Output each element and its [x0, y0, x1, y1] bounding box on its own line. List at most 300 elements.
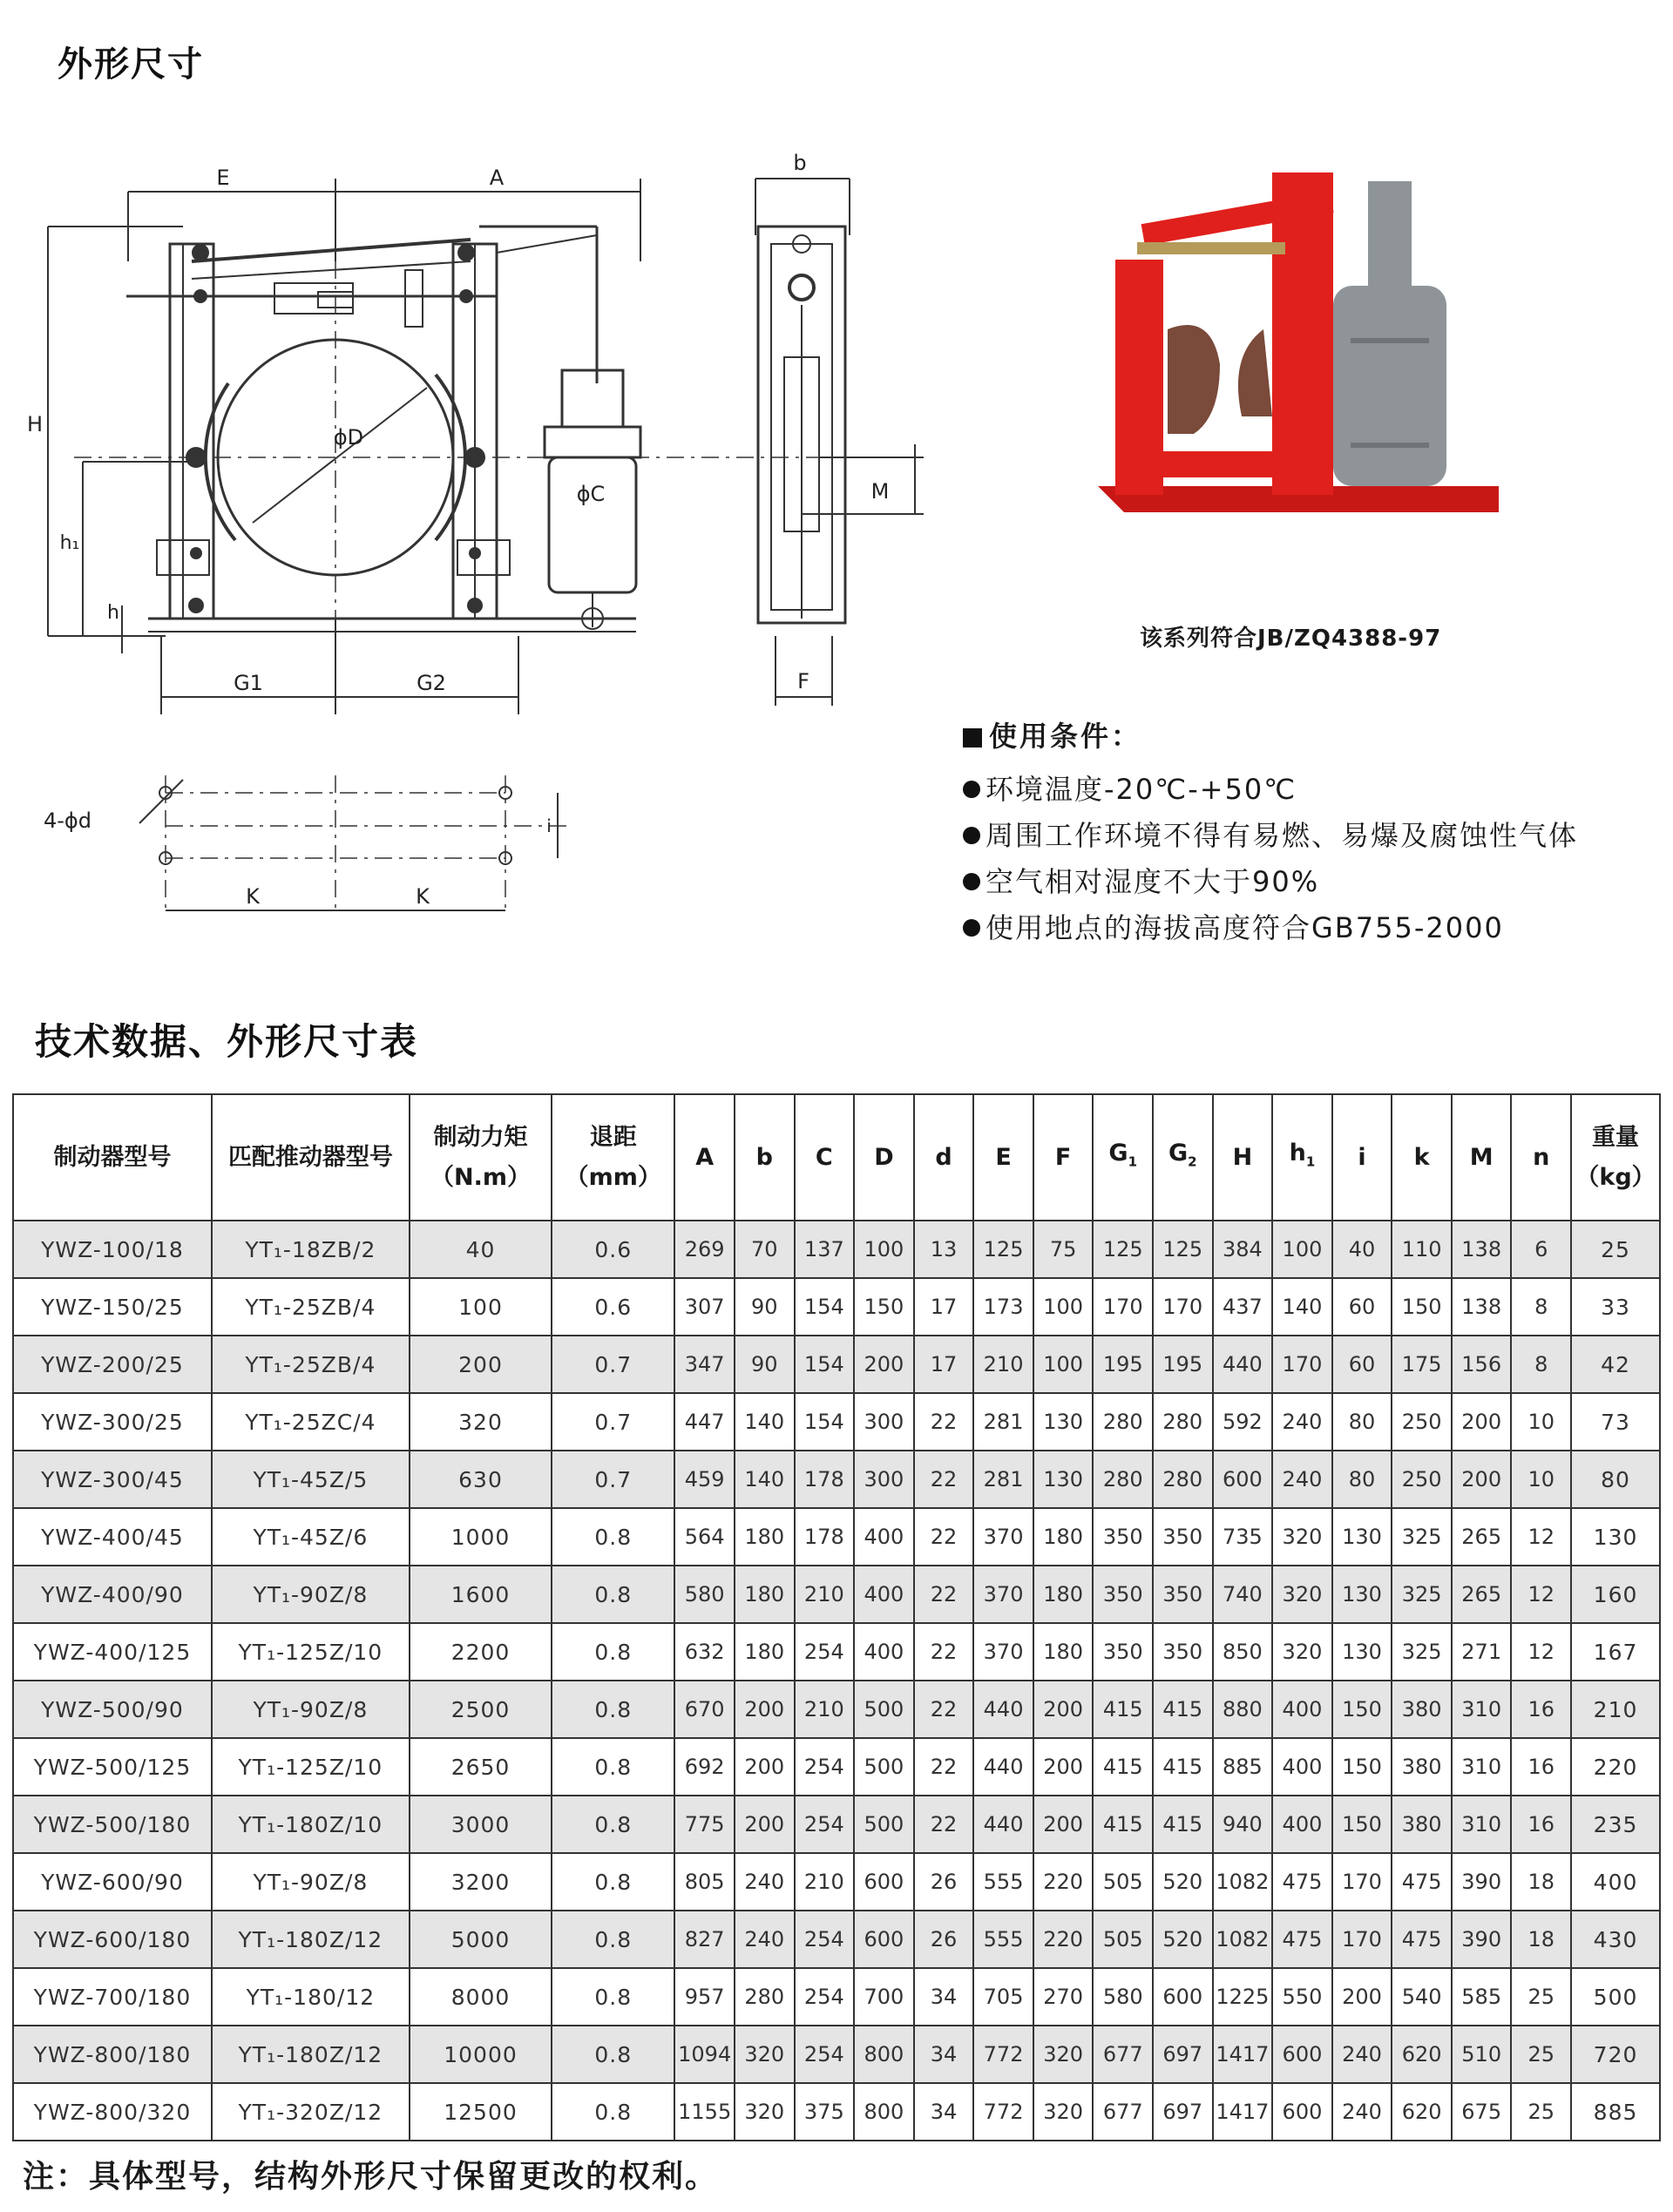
- table-cell: 630: [410, 1451, 552, 1508]
- table-cell: 415: [1093, 1738, 1153, 1796]
- table-cell: 40: [410, 1221, 552, 1278]
- table-cell: 75: [1033, 1221, 1094, 1278]
- column-header: H: [1213, 1094, 1273, 1221]
- table-cell: 178: [795, 1451, 855, 1508]
- table-cell: 12500: [410, 2083, 552, 2141]
- table-cell: 265: [1452, 1566, 1512, 1623]
- table-cell: YWZ-500/125: [13, 1738, 212, 1796]
- table-cell: 415: [1153, 1738, 1213, 1796]
- table-cell: 100: [854, 1221, 914, 1278]
- table-cell: 0.8: [552, 1968, 674, 2026]
- table-row: [13, 1393, 1660, 1451]
- label-G1: G1: [234, 671, 263, 695]
- table-cell: 160: [1571, 1566, 1660, 1623]
- table-cell: 34: [914, 1968, 974, 2026]
- table-cell: 500: [854, 1796, 914, 1853]
- column-header: A: [674, 1094, 735, 1221]
- label-K-left: K: [246, 884, 260, 909]
- table-cell: 447: [674, 1393, 735, 1451]
- table-cell: 33: [1571, 1278, 1660, 1336]
- table-cell: 620: [1392, 2026, 1452, 2083]
- table-cell: 880: [1213, 1681, 1273, 1738]
- table-cell: 0.8: [552, 1681, 674, 1738]
- table-cell: 600: [1272, 2026, 1332, 2083]
- table-cell: 310: [1452, 1738, 1512, 1796]
- table-cell: 90: [735, 1278, 795, 1336]
- table-cell: 210: [1571, 1681, 1660, 1738]
- table-cell: 16: [1511, 1796, 1571, 1853]
- table-header-row: [13, 1094, 1660, 1221]
- table-cell: 167: [1571, 1623, 1660, 1681]
- table-cell: 772: [973, 2026, 1033, 2083]
- label-H: H: [26, 412, 44, 436]
- table-cell: 415: [1093, 1796, 1153, 1853]
- section-title-technical-data: 技术数据、外形尺寸表: [35, 1020, 419, 1063]
- column-header: C: [795, 1094, 855, 1221]
- table-cell: 720: [1571, 2026, 1660, 2083]
- table-cell: 90: [735, 1336, 795, 1393]
- table-cell: 1600: [410, 1566, 552, 1623]
- table-cell: 17: [914, 1336, 974, 1393]
- table-cell: YWZ-800/320: [13, 2083, 212, 2141]
- table-cell: 805: [674, 1853, 735, 1911]
- table-cell: 400: [1272, 1681, 1332, 1738]
- table-cell: 22: [914, 1796, 974, 1853]
- table-cell: YT₁-90Z/8: [212, 1566, 410, 1623]
- table-cell: 670: [674, 1681, 735, 1738]
- table-cell: 320: [735, 2026, 795, 2083]
- table-cell: 170: [1153, 1278, 1213, 1336]
- table-cell: 0.8: [552, 1738, 674, 1796]
- condition-item: 环境温度-20℃-+50℃: [963, 767, 1660, 813]
- table-cell: YWZ-500/180: [13, 1796, 212, 1853]
- table-cell: 34: [914, 2083, 974, 2141]
- table-cell: 350: [1093, 1623, 1153, 1681]
- table-cell: 240: [1332, 2026, 1392, 2083]
- table-cell: 0.8: [552, 2026, 674, 2083]
- table-cell: 150: [1332, 1681, 1392, 1738]
- table-cell: 240: [735, 1911, 795, 1968]
- table-cell: 180: [1033, 1623, 1094, 1681]
- table-cell: 310: [1452, 1796, 1512, 1853]
- table-cell: 200: [1452, 1393, 1512, 1451]
- actuator-body: [1333, 286, 1446, 486]
- column-header: i: [1332, 1094, 1392, 1221]
- bullet-icon: [963, 873, 980, 890]
- table-cell: 180: [735, 1566, 795, 1623]
- table-cell: 505: [1093, 1911, 1153, 1968]
- table-cell: 178: [795, 1508, 855, 1566]
- column-header: D: [854, 1094, 914, 1221]
- table-cell: 281: [973, 1451, 1033, 1508]
- square-bullet-icon: [963, 728, 982, 747]
- table-cell: 692: [674, 1738, 735, 1796]
- table-cell: YWZ-150/25: [13, 1278, 212, 1336]
- table-cell: 156: [1452, 1336, 1512, 1393]
- table-cell: 137: [795, 1221, 855, 1278]
- table-cell: 125: [1153, 1221, 1213, 1278]
- table-cell: 520: [1153, 1911, 1213, 1968]
- column-header: d: [914, 1094, 974, 1221]
- conditions-title: 使用条件：: [963, 714, 1660, 754]
- table-cell: 475: [1272, 1853, 1332, 1911]
- table-cell: 154: [795, 1336, 855, 1393]
- table-cell: 170: [1093, 1278, 1153, 1336]
- table-cell: 400: [854, 1566, 914, 1623]
- label-A: A: [489, 166, 505, 190]
- table-cell: 600: [1272, 2083, 1332, 2141]
- bullet-icon: [963, 827, 980, 844]
- table-cell: 500: [854, 1681, 914, 1738]
- table-cell: YWZ-500/90: [13, 1681, 212, 1738]
- table-cell: 1094: [674, 2026, 735, 2083]
- table-cell: YT₁-180Z/12: [212, 2026, 410, 2083]
- table-cell: 0.8: [552, 1566, 674, 1623]
- table-cell: 1417: [1213, 2026, 1273, 2083]
- table-cell: 25: [1511, 2083, 1571, 2141]
- table-cell: YWZ-400/125: [13, 1623, 212, 1681]
- table-cell: 0.6: [552, 1278, 674, 1336]
- table-cell: 0.7: [552, 1336, 674, 1393]
- table-cell: 22: [914, 1508, 974, 1566]
- table-cell: YWZ-300/45: [13, 1451, 212, 1508]
- table-row: [13, 1566, 1660, 1623]
- table-cell: 200: [735, 1681, 795, 1738]
- usage-conditions: [963, 714, 1660, 951]
- table-cell: 1000: [410, 1508, 552, 1566]
- table-cell: 269: [674, 1221, 735, 1278]
- table-cell: 6: [1511, 1221, 1571, 1278]
- table-cell: 0.7: [552, 1451, 674, 1508]
- table-cell: 40: [1332, 1221, 1392, 1278]
- table-cell: 210: [795, 1853, 855, 1911]
- column-header: $G_1$: [1093, 1094, 1153, 1221]
- pull-rod: [1137, 242, 1285, 254]
- table-cell: 600: [854, 1911, 914, 1968]
- column-header: k: [1392, 1094, 1452, 1221]
- table-cell: 0.8: [552, 1623, 674, 1681]
- label-K-right: K: [416, 884, 430, 909]
- table-cell: YT₁-125Z/10: [212, 1623, 410, 1681]
- table-cell: 555: [973, 1853, 1033, 1911]
- table-cell: YT₁-25ZB/4: [212, 1336, 410, 1393]
- table-cell: 550: [1272, 1968, 1332, 2026]
- table-cell: 220: [1033, 1853, 1094, 1911]
- standard-note: 该系列符合JB/ZQ4388-97: [1140, 626, 1442, 652]
- table-cell: 0.8: [552, 2083, 674, 2141]
- table-cell: 320: [735, 2083, 795, 2141]
- table-cell: 12: [1511, 1508, 1571, 1566]
- table-cell: 400: [1272, 1738, 1332, 1796]
- table-cell: 580: [1093, 1968, 1153, 2026]
- column-header: n: [1511, 1094, 1571, 1221]
- table-cell: 325: [1392, 1623, 1452, 1681]
- table-cell: 140: [735, 1451, 795, 1508]
- table-cell: 210: [795, 1681, 855, 1738]
- column-header: M: [1452, 1094, 1512, 1221]
- table-row: [13, 1278, 1660, 1336]
- table-cell: 415: [1153, 1796, 1213, 1853]
- label-G2: G2: [417, 671, 446, 695]
- table-cell: YWZ-800/180: [13, 2026, 212, 2083]
- left-shoe: [1168, 325, 1220, 434]
- table-cell: 180: [1033, 1566, 1094, 1623]
- table-cell: 440: [1213, 1336, 1273, 1393]
- table-cell: 26: [914, 1853, 974, 1911]
- table-cell: 440: [973, 1738, 1033, 1796]
- table-cell: 138: [1452, 1278, 1512, 1336]
- table-cell: 440: [973, 1681, 1033, 1738]
- table-cell: 254: [795, 1738, 855, 1796]
- table-cell: 375: [795, 2083, 855, 2141]
- table-cell: 220: [1571, 1738, 1660, 1796]
- table-cell: 320: [1033, 2083, 1094, 2141]
- table-cell: 200: [735, 1796, 795, 1853]
- condition-item: 使用地点的海拔高度符合GB755-2000: [963, 905, 1660, 951]
- table-cell: 235: [1571, 1796, 1660, 1853]
- table-cell: 170: [1272, 1336, 1332, 1393]
- table-cell: 210: [973, 1336, 1033, 1393]
- table-cell: 240: [735, 1853, 795, 1911]
- table-cell: 210: [795, 1566, 855, 1623]
- table-cell: 254: [795, 1968, 855, 2026]
- table-cell: 25: [1571, 1221, 1660, 1278]
- table-cell: 2500: [410, 1681, 552, 1738]
- table-cell: 2650: [410, 1738, 552, 1796]
- table-cell: 200: [1332, 1968, 1392, 2026]
- table-cell: 250: [1392, 1393, 1452, 1451]
- table-cell: 390: [1452, 1853, 1512, 1911]
- table-cell: YT₁-45Z/6: [212, 1508, 410, 1566]
- table-cell: 475: [1392, 1911, 1452, 1968]
- table-cell: 195: [1153, 1336, 1213, 1393]
- table-cell: 320: [1033, 2026, 1094, 2083]
- table-cell: 677: [1093, 2083, 1153, 2141]
- column-header: E: [973, 1094, 1033, 1221]
- table-cell: 200: [1033, 1738, 1094, 1796]
- table-cell: 459: [674, 1451, 735, 1508]
- column-header: b: [735, 1094, 795, 1221]
- section-title-dimensions: 外形尺寸: [58, 44, 204, 85]
- table-cell: 475: [1272, 1911, 1332, 1968]
- table-cell: 18: [1511, 1853, 1571, 1911]
- table-cell: 110: [1392, 1221, 1452, 1278]
- table-cell: 320: [410, 1393, 552, 1451]
- column-header: F: [1033, 1094, 1094, 1221]
- table-row: [13, 2026, 1660, 2083]
- table-cell: 400: [854, 1508, 914, 1566]
- table-cell: 675: [1452, 2083, 1512, 2141]
- table-cell: 677: [1093, 2026, 1153, 2083]
- frame-base: [1141, 451, 1316, 477]
- footnote: 注：具体型号，结构外形尺寸保留更改的权利。: [23, 2158, 719, 2195]
- table-cell: 400: [1571, 1853, 1660, 1911]
- table-cell: 0.8: [552, 1796, 674, 1853]
- table-cell: 775: [674, 1796, 735, 1853]
- table-cell: 25: [1511, 1968, 1571, 2026]
- table-cell: 475: [1392, 1853, 1452, 1911]
- table-cell: 1155: [674, 2083, 735, 2141]
- table-cell: 600: [1213, 1451, 1273, 1508]
- table-cell: 10: [1511, 1393, 1571, 1451]
- table-row: [13, 1853, 1660, 1911]
- table-cell: 100: [1033, 1336, 1094, 1393]
- bullet-icon: [963, 919, 980, 937]
- column-header: 制动力矩 （N.m）: [410, 1094, 552, 1221]
- table-cell: 1082: [1213, 1853, 1273, 1911]
- table-cell: 200: [1033, 1796, 1094, 1853]
- column-header: $h_1$: [1272, 1094, 1332, 1221]
- table-cell: 100: [1272, 1221, 1332, 1278]
- table-cell: 200: [735, 1738, 795, 1796]
- label-phiC: ϕC: [576, 482, 606, 506]
- table-cell: 580: [674, 1566, 735, 1623]
- table-cell: 350: [1093, 1566, 1153, 1623]
- table-cell: YT₁-45Z/5: [212, 1451, 410, 1508]
- table-cell: 34: [914, 2026, 974, 2083]
- table-cell: 80: [1571, 1451, 1660, 1508]
- column-header: 退距 （mm）: [552, 1094, 674, 1221]
- table-cell: 254: [795, 1623, 855, 1681]
- table-cell: 540: [1392, 1968, 1452, 2026]
- label-E: E: [216, 166, 230, 190]
- table-cell: YT₁-18ZB/2: [212, 1221, 410, 1278]
- table-cell: YWZ-400/90: [13, 1566, 212, 1623]
- table-cell: 500: [854, 1738, 914, 1796]
- label-h: h: [107, 602, 119, 624]
- table-cell: 8: [1511, 1336, 1571, 1393]
- table-cell: 300: [854, 1393, 914, 1451]
- table-cell: 13: [914, 1221, 974, 1278]
- table-cell: 12: [1511, 1623, 1571, 1681]
- column-header: 重量 （kg）: [1571, 1094, 1660, 1221]
- column-header: 匹配推动器型号: [212, 1094, 410, 1221]
- table-cell: YWZ-600/90: [13, 1853, 212, 1911]
- table-cell: 125: [973, 1221, 1033, 1278]
- condition-item: 空气相对湿度不大于90%: [963, 859, 1660, 905]
- table-cell: 130: [1033, 1451, 1094, 1508]
- table-cell: 325: [1392, 1566, 1452, 1623]
- table-cell: 180: [735, 1508, 795, 1566]
- table-cell: 150: [1332, 1738, 1392, 1796]
- table-cell: 370: [973, 1623, 1033, 1681]
- table-cell: 800: [854, 2083, 914, 2141]
- table-cell: 150: [854, 1278, 914, 1336]
- table-cell: 254: [795, 2026, 855, 2083]
- table-cell: 130: [1332, 1566, 1392, 1623]
- table-cell: 12: [1511, 1566, 1571, 1623]
- table-cell: 280: [735, 1968, 795, 2026]
- table-cell: 8: [1511, 1278, 1571, 1336]
- table-cell: 505: [1093, 1853, 1153, 1911]
- table-cell: 350: [1153, 1508, 1213, 1566]
- table-cell: 735: [1213, 1508, 1273, 1566]
- table-cell: 175: [1392, 1336, 1452, 1393]
- table-cell: 415: [1093, 1681, 1153, 1738]
- table-cell: 18: [1511, 1911, 1571, 1968]
- table-cell: 400: [854, 1623, 914, 1681]
- table-cell: 1417: [1213, 2083, 1273, 2141]
- table-row: [13, 1508, 1660, 1566]
- table-cell: YWZ-100/18: [13, 1221, 212, 1278]
- table-cell: 42: [1571, 1336, 1660, 1393]
- table-cell: 150: [1392, 1278, 1452, 1336]
- table-cell: 772: [973, 2083, 1033, 2141]
- table-cell: YWZ-400/45: [13, 1508, 212, 1566]
- table-cell: 600: [1153, 1968, 1213, 2026]
- label-h1: h₁: [59, 532, 80, 554]
- table-cell: 555: [973, 1911, 1033, 1968]
- table-cell: 22: [914, 1738, 974, 1796]
- table-cell: 620: [1392, 2083, 1452, 2141]
- table-row: [13, 1681, 1660, 1738]
- table-cell: 827: [674, 1911, 735, 1968]
- table-cell: 200: [410, 1336, 552, 1393]
- table-cell: 8000: [410, 1968, 552, 2026]
- table-cell: 254: [795, 1911, 855, 1968]
- table-cell: YT₁-180/12: [212, 1968, 410, 2026]
- table-cell: 170: [1332, 1853, 1392, 1911]
- table-cell: 200: [854, 1336, 914, 1393]
- table-row: [13, 1968, 1660, 2026]
- table-cell: 150: [1332, 1796, 1392, 1853]
- table-cell: 138: [1452, 1221, 1512, 1278]
- table-cell: 325: [1392, 1508, 1452, 1566]
- table-cell: 60: [1332, 1336, 1392, 1393]
- table-cell: 0.7: [552, 1393, 674, 1451]
- table-row: [13, 2083, 1660, 2141]
- table-cell: 180: [735, 1623, 795, 1681]
- table-cell: 280: [1093, 1393, 1153, 1451]
- table-cell: YT₁-180Z/10: [212, 1796, 410, 1853]
- right-shoe: [1238, 329, 1272, 416]
- table-cell: 957: [674, 1968, 735, 2026]
- table-cell: 280: [1153, 1451, 1213, 1508]
- table-cell: 130: [1033, 1393, 1094, 1451]
- table-cell: 100: [1033, 1278, 1094, 1336]
- label-b: b: [793, 151, 807, 175]
- table-cell: 347: [674, 1336, 735, 1393]
- table-cell: 80: [1332, 1393, 1392, 1451]
- table-cell: 73: [1571, 1393, 1660, 1451]
- table-cell: 281: [973, 1393, 1033, 1451]
- table-row: [13, 1738, 1660, 1796]
- table-cell: 22: [914, 1393, 974, 1451]
- table-body: [13, 1221, 1660, 2141]
- table-cell: 240: [1272, 1393, 1332, 1451]
- table-cell: 940: [1213, 1796, 1273, 1853]
- brake-product-photo: [1089, 155, 1507, 565]
- table-cell: 885: [1213, 1738, 1273, 1796]
- table-cell: 22: [914, 1623, 974, 1681]
- table-cell: 270: [1033, 1968, 1094, 2026]
- dimension-drawing: [0, 131, 958, 958]
- table-cell: YT₁-25ZB/4: [212, 1278, 410, 1336]
- table-cell: 16: [1511, 1738, 1571, 1796]
- table-cell: 180: [1033, 1508, 1094, 1566]
- table-cell: 250: [1392, 1451, 1452, 1508]
- table-cell: 564: [674, 1508, 735, 1566]
- table-cell: 5000: [410, 1911, 552, 1968]
- table-cell: 700: [854, 1968, 914, 2026]
- table-cell: 380: [1392, 1796, 1452, 1853]
- table-cell: 600: [854, 1853, 914, 1911]
- table-cell: YWZ-200/25: [13, 1336, 212, 1393]
- table-cell: 2200: [410, 1623, 552, 1681]
- table-cell: YT₁-25ZC/4: [212, 1393, 410, 1451]
- table-cell: 400: [1272, 1796, 1332, 1853]
- label-holes: 4-ϕd: [44, 808, 91, 833]
